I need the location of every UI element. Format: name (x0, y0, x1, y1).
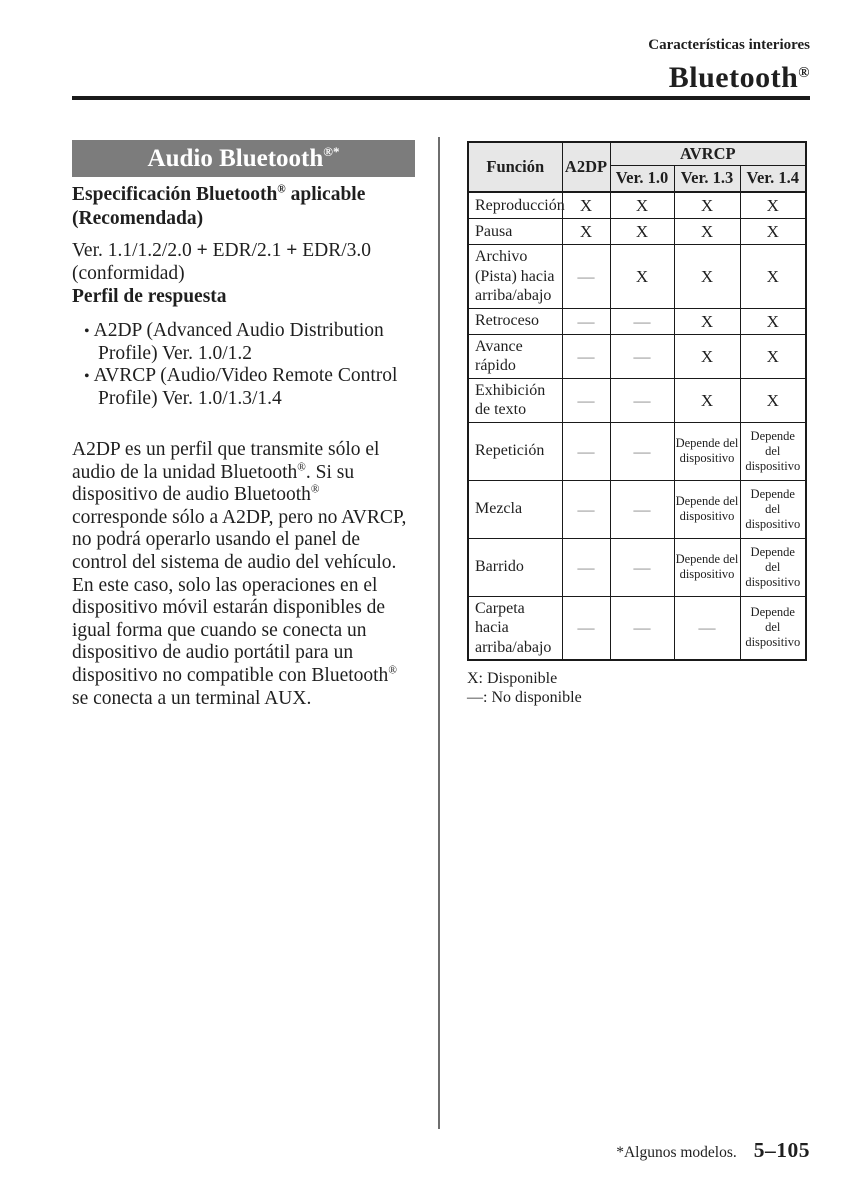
table-cell: X (740, 192, 806, 219)
table-row (468, 308, 806, 334)
table-cell: X (740, 245, 806, 309)
table-row (468, 245, 806, 309)
table-cell: X (740, 334, 806, 378)
registered-mark: ® (388, 664, 397, 677)
legend-available: X: Disponible (467, 670, 558, 687)
table-cell: — (562, 596, 610, 660)
row-label: Carpeta hacia arriba/abajo (468, 596, 562, 660)
banner-text: Audio Bluetooth (147, 145, 324, 172)
table-row (468, 538, 806, 596)
version-line (72, 239, 415, 285)
table-cell: — (562, 308, 610, 334)
table-row (468, 378, 806, 422)
table-cell: Depende del dispositivo (674, 538, 740, 596)
text-segment: A2DP es un perfil que transmite sólo el audio de la unidad Bluetooth (72, 439, 380, 483)
profile-heading: Perfil de respuesta (72, 286, 227, 307)
table-cell: Depende del dispositivo (740, 538, 806, 596)
page-title-text: Bluetooth (668, 61, 799, 94)
text-segment: aplicable (Recomendada) (72, 184, 366, 229)
section-banner (72, 140, 415, 177)
table-cell: — (674, 596, 740, 660)
table-cell: — (610, 538, 674, 596)
table-cell: — (610, 308, 674, 334)
row-label: Retroceso (468, 308, 562, 334)
table-cell: X (740, 308, 806, 334)
table-cell: — (562, 422, 610, 480)
table-cell: X (740, 378, 806, 422)
table-cell: X (674, 378, 740, 422)
text-segment: Especificación Bluetooth (72, 184, 278, 205)
table-cell: Depende del dispositivo (740, 422, 806, 480)
col-header-ver-1-3: Ver. 1.3 (674, 165, 740, 192)
row-label: Archivo (Pista) hacia arriba/abajo (468, 245, 562, 309)
page-number: 5–105 (753, 1138, 810, 1162)
table-cell: Depende del dispositivo (740, 480, 806, 538)
text-segment: EDR/2.1 (207, 240, 287, 261)
table-cell: X (674, 308, 740, 334)
table-cell: X (562, 192, 610, 219)
header-rule (72, 96, 810, 100)
table-row (468, 334, 806, 378)
table-cell: — (562, 538, 610, 596)
row-label: Avance rápido (468, 334, 562, 378)
table-body (468, 192, 806, 660)
table-cell: X (610, 245, 674, 309)
body-paragraph (72, 439, 415, 710)
legend-not-available: —: No disponible (467, 689, 582, 706)
table-cell: — (562, 378, 610, 422)
row-label: Reproducción (468, 192, 562, 219)
registered-mark: ® (277, 183, 286, 196)
list-item: • A2DP (Advanced Audio Distribution Profile) Ver. 1.0/1.2 (84, 320, 415, 365)
text-segment: . Si su dispositivo de audio Bluetooth (72, 461, 355, 506)
table-cell: — (562, 480, 610, 538)
table-cell: Depende del dispositivo (674, 422, 740, 480)
registered-mark: ® (310, 483, 320, 496)
table-cell: X (674, 245, 740, 309)
text-segment: Ver. 1.1/1.2/2.0 (72, 240, 197, 261)
table-cell: — (562, 245, 610, 309)
table-cell: X (674, 192, 740, 219)
table-cell: X (562, 219, 610, 245)
table-cell: — (610, 422, 674, 480)
row-label: Repetición (468, 422, 562, 480)
left-column (72, 140, 415, 710)
table-row (468, 422, 806, 480)
table-legend (467, 669, 805, 707)
row-label: Exhibición de texto (468, 378, 562, 422)
table-cell: — (562, 334, 610, 378)
row-label: Mezcla (468, 480, 562, 538)
table-cell: — (610, 480, 674, 538)
page-footer (616, 1138, 810, 1163)
row-label: Pausa (468, 219, 562, 245)
banner-registered-mark: ®* (323, 144, 340, 159)
text-segment: corresponde sólo a A2DP, pero no AVRCP, no podrá operarlo usando el panel de control del sistema de audio del vehículo. En este caso, solo las operaciones en el dispositivo móvil estarán disponibles de igual forma que cuando se conecta un dispositivo de audio portátil para un dispositivo no compatible con Bluetooth (72, 506, 407, 686)
table-cell: Depende del dispositivo (674, 480, 740, 538)
table-head (468, 142, 806, 192)
right-column (467, 141, 805, 707)
table-cell: X (674, 219, 740, 245)
text-segment: + (196, 240, 208, 261)
column-divider (438, 137, 440, 1129)
col-header-ver-1-4: Ver. 1.4 (740, 165, 806, 192)
page-header (648, 36, 810, 96)
table-row (468, 596, 806, 660)
list-item: • AVRCP (Audio/Video Remote Control Profile) Ver. 1.0/1.3/1.4 (84, 365, 415, 410)
table-cell: X (610, 219, 674, 245)
registered-mark: ® (798, 65, 810, 81)
table-cell: — (610, 378, 674, 422)
text-segment: + (286, 240, 298, 261)
col-header-avrcp: AVRCP (610, 142, 806, 165)
section-label: Características interiores (648, 37, 810, 53)
table-cell: Depende del dispositivo (740, 596, 806, 660)
models-footnote: *Algunos modelos. (616, 1144, 737, 1161)
table-row (468, 192, 806, 219)
col-header-ver-1-0: Ver. 1.0 (610, 165, 674, 192)
table-row (468, 219, 806, 245)
text-segment: se conecta a un terminal AUX. (72, 687, 312, 709)
spec-heading (72, 183, 415, 231)
table-cell: — (610, 596, 674, 660)
table-row (468, 480, 806, 538)
function-table (467, 141, 807, 661)
header-row (468, 142, 806, 165)
row-label: Barrido (468, 538, 562, 596)
col-header-a2dp: A2DP (562, 142, 610, 192)
table-cell: — (610, 334, 674, 378)
table-cell: X (610, 192, 674, 219)
page-title (648, 55, 810, 96)
profile-list (84, 320, 415, 410)
col-header-funcion: Función (468, 142, 562, 192)
table-cell: X (740, 219, 806, 245)
registered-mark: ® (297, 461, 306, 474)
table-cell: X (674, 334, 740, 378)
text-segment: EDR/3.0 (conformidad) (72, 240, 372, 284)
